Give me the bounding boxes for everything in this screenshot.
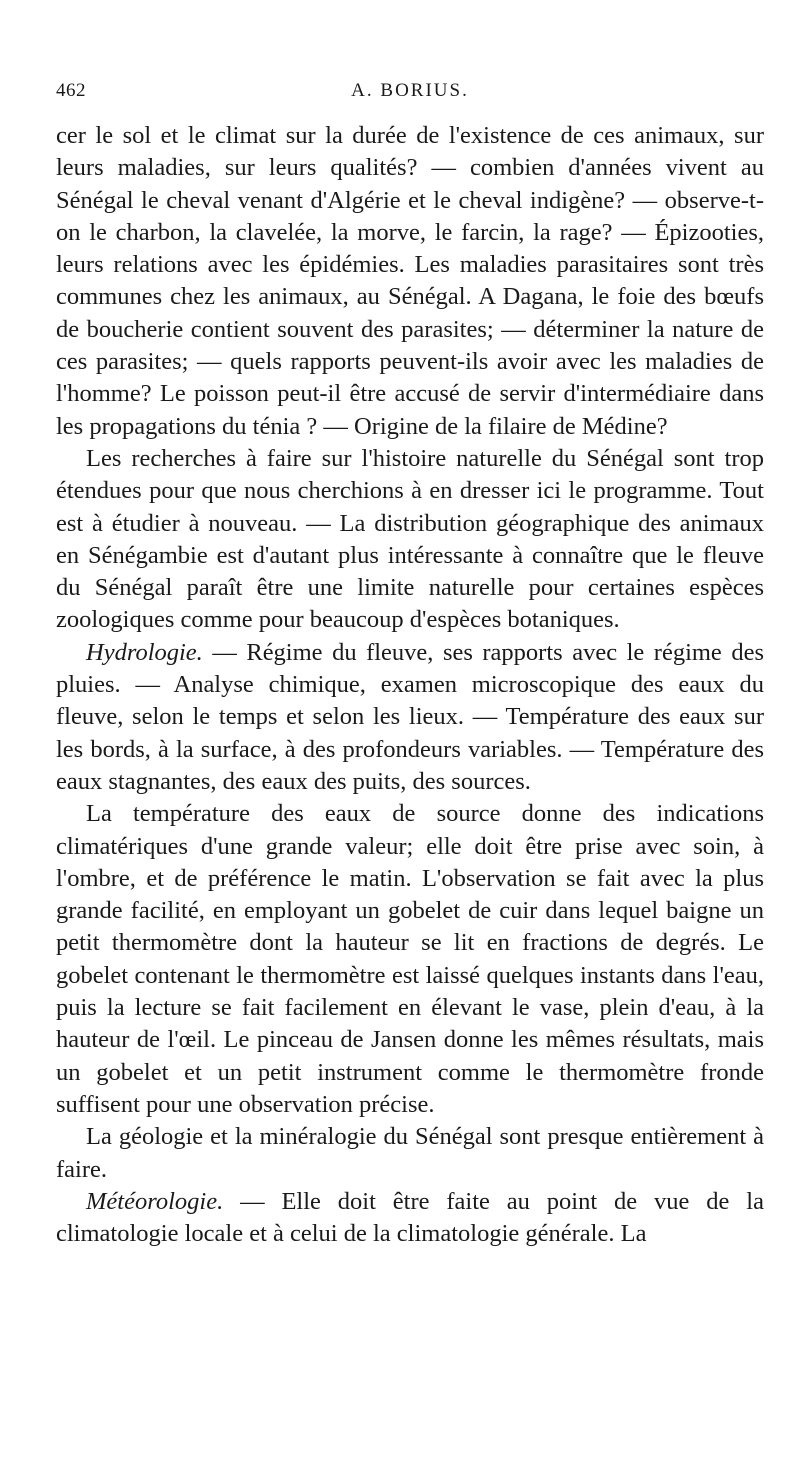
paragraph-hydrology (56, 637, 764, 798)
paragraph-text: La géologie et la minéralogie du Sénégal sont presque entièrement à faire. (56, 1123, 764, 1183)
paragraph-text: La température des eaux de source donne des indications climatériques d'une grande valeur; elle doit être prise avec soin, à l'ombre, et de préférence le matin. L'observation se fait avec la plus grande facilité, en employant un gobelet de cuir dans lequel baigne un petit thermomètre dont la hauteur se lit en fractions de degrés. Le gobelet contenant le thermomètre est laissé quelques instants dans l'eau, puis la lecture se fait facilement en élevant le vase, plein d'eau, à la hauteur de l'œil. Le pinceau de Jansen donne les mêmes résultats, mais un gobelet et un petit instrument comme le thermomètre fronde suffisent pour une observation précise. (56, 800, 764, 1118)
section-heading-hydrology: Hydrologie. (86, 638, 203, 666)
paragraph-animal-diseases (56, 120, 764, 443)
paragraph-text: Les recherches à faire sur l'histoire naturelle du Sénégal sont trop étendues pour que nous cherchions à en dresser ici le programme. Tout est à étudier à nouveau. — La distribution géographique des animaux en Sénégambie est d'autant plus intéressante à connaître que le fleuve du Sénégal paraît être une limite naturelle pour certaines espèces zoologiques comme pour beaucoup d'espèces botaniques. (56, 444, 764, 634)
paragraph-geology (56, 1121, 764, 1186)
paragraph-meteorology (56, 1186, 764, 1251)
page-number: 462 (56, 80, 86, 101)
body-text (56, 120, 764, 1250)
paragraph-spring-water-temperature (56, 798, 764, 1121)
paragraph-natural-history (56, 443, 764, 637)
running-title: A. BORIUS. (351, 80, 469, 101)
running-header (56, 80, 764, 110)
paragraph-text: — Elle doit être faite au point de vue de la climatologie locale et à celui de la climatologie générale. La (56, 1187, 764, 1248)
paragraph-text: cer le sol et le climat sur la durée de l'existence de ces animaux, sur leurs maladies, sur leurs qualités? — combien d'années vivent au Sénégal le cheval venant d'Algérie et le cheval indigène? — observe-t-on le charbon, la clavelée, la morve, le farcin, la rage? — Épizooties, leurs relations avec les épidémies. Les maladies parasitaires sont très communes chez les animaux, au Sénégal. A Dagana, le foie des bœufs de boucherie contient souvent des parasites; — déterminer la nature de ces parasites; — quels rapports peuvent-ils avoir avec les maladies de l'homme? Le poisson peut-il être accusé de servir d'intermédiaire dans les propagations du ténia ? — Origine de la filaire de Médine? (56, 122, 764, 440)
section-heading-meteorology: Météorologie. (86, 1187, 224, 1215)
paragraph-text: — Régime du fleuve, ses rapports avec le régime des pluies. — Analyse chimique, examen microscopique des eaux du fleuve, selon le temps et selon les lieux. — Température des eaux sur les bords, à la surface, à des profondeurs variables. — Température des eaux stagnantes, des eaux des puits, des sources. (56, 638, 764, 795)
